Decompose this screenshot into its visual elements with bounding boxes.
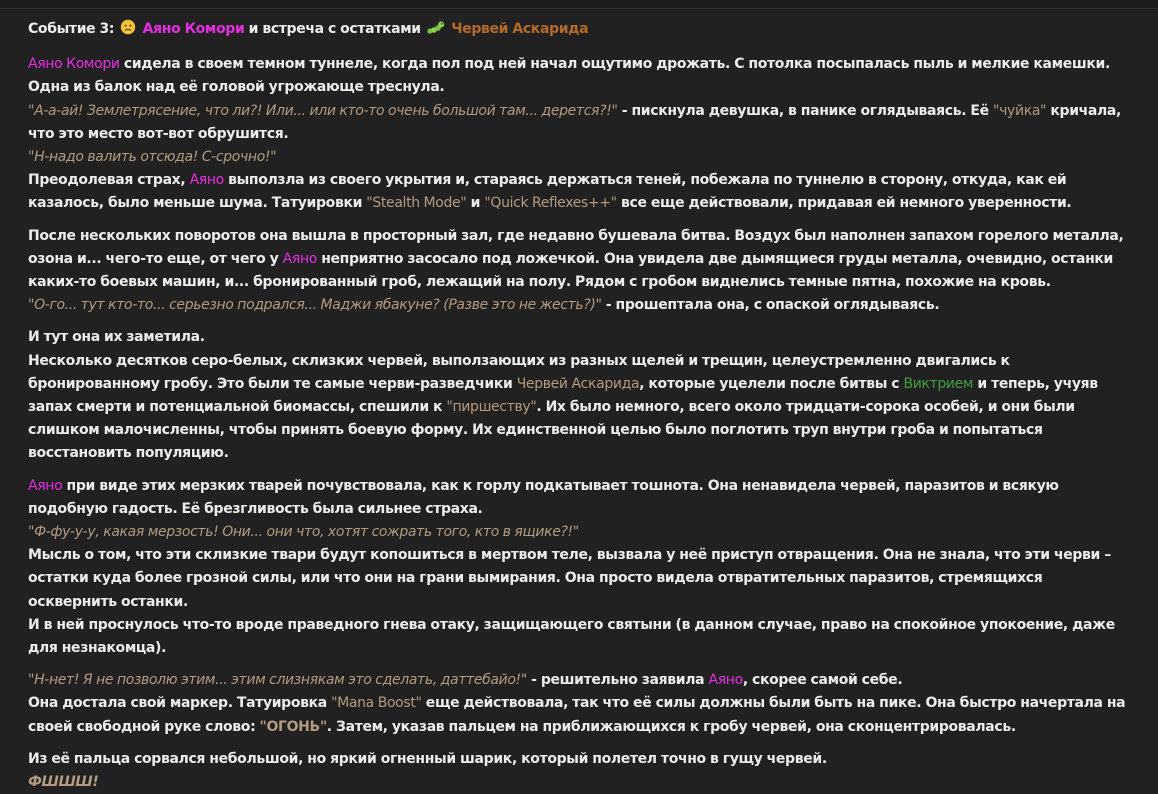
event-enemy: Червей Аскарида	[451, 21, 589, 37]
story-message	[28, 18, 1133, 794]
paragraph-3: И тут она их заметила. Несколько десятков серо-белых, склизких червей, выползающих из разных щелей и трещин, целеустремленно двигались к бронированному гробу. Это были те самые черви-разведчики Червей Аскарида, которые уцелели после битвы с Виктрием и теперь, учуяв запах смерти и потенциальной биомассы, спешили к "пиршеству". Их было немного, всего около тридцати-сорока особей, и они были слишком малочисленны, чтобы принять боевую форму. Их единственной целью было поглотить труп внутри гроба и попытаться восстановить популяцию.	[28, 329, 1098, 462]
sound-effect: ФШШШ!	[28, 774, 99, 791]
paragraph-6: Из её пальца сорвался небольшой, но яркий огненный шарик, который полетел точно в гущу червей. ФШШШ!	[28, 750, 827, 791]
paragraph-4: Аяно при виде этих мерзких тварей почувствовала, как к горлу подкатывает тошнота. Она ненавидела червей, паразитов и всякую подобную гадость. Её брезгливость была сильнее страха. "Ф-фу-у-у, какая мерзость! Они... они что, хотят сожрать того, кто в ящике?!" Мысль о том, что эти склизкие твари будут копошиться в мертвом теле, вызвала у неё приступ отвращения. Она не знала, что эти черви – остатки куда более грозной силы, или что они на грани вымирания. Она просто видела отвратительных паразитов, стремящихся осквернить останки. И в ней проснулось что-то вроде праведного гнева отаку, защищающего святыни (в данном случае, право на спокойное упокоение, даже для незнакомца).	[28, 477, 1115, 657]
caterpillar-icon	[427, 19, 445, 43]
event-title: Событие 3: Аяно Комори и встреча с остатками Червей Аскарида	[28, 18, 1133, 43]
paragraph-2: После нескольких поворотов она вышла в просторный зал, где недавно бушевала битва. Воздух был наполнен запахом горелого металла, озона и... чего-то еще, от чего у Аяно неприятно засосало под ложечкой. Она увидела две дымящиеся груды металла, очевидно, останки каких-то боевых машин, и... бронированный гроб, лежащий на полу. Рядом с гробом виднелись темные пятна, похожие на кровь. "О-го... тут кто-то... серьезно подрался... Маджи ябакуне? (Разве это не жесть?)" - прошептала она, с опаской оглядываясь.	[28, 227, 1124, 314]
paragraph-1: Аяно Комори сидела в своем темном туннеле, когда пол под ней начал ощутимо дрожать. С потолка посыпалась пыль и мелкие камешки. Одна из балок над её головой угрожающе треснула. "А-а-ай! Землетрясение, что ли?! Или... или кто-то очень большой там... дерется?!" - пискнула девушка, в панике оглядываясь. Её "чуйка" кричала, что это место вот-вот обрушится. "Н-надо валить отсюда! С-срочно!" Преодолевая страх, Аяно выползла из своего укрытия и, стараясь держаться теней, побежала по туннелю в сторону, откуда, как ей казалось, было меньше шума. Татуировки "Stealth Mode" и "Quick Reflexes++" все еще действовали, придавая ей немного уверенности.	[28, 56, 1121, 212]
worried-face-icon	[120, 19, 136, 43]
paragraph-5: "Н-нет! Я не позволю этим... этим слизнякам это сделать, даттебайо!" - решительно заявила Аяно, скорее самой себе. Она достала свой маркер. Татуировка "Mana Boost" еще действовала, так что её силы должны были быть на пике. Она быстро начертала на своей свободной руке слово: "ОГОНЬ". Затем, указав пальцем на приближающихся к гробу червей, она сконцентрировалась.	[28, 672, 1126, 735]
event-character: Аяно Комори	[142, 21, 245, 37]
top-divider	[0, 0, 1158, 9]
